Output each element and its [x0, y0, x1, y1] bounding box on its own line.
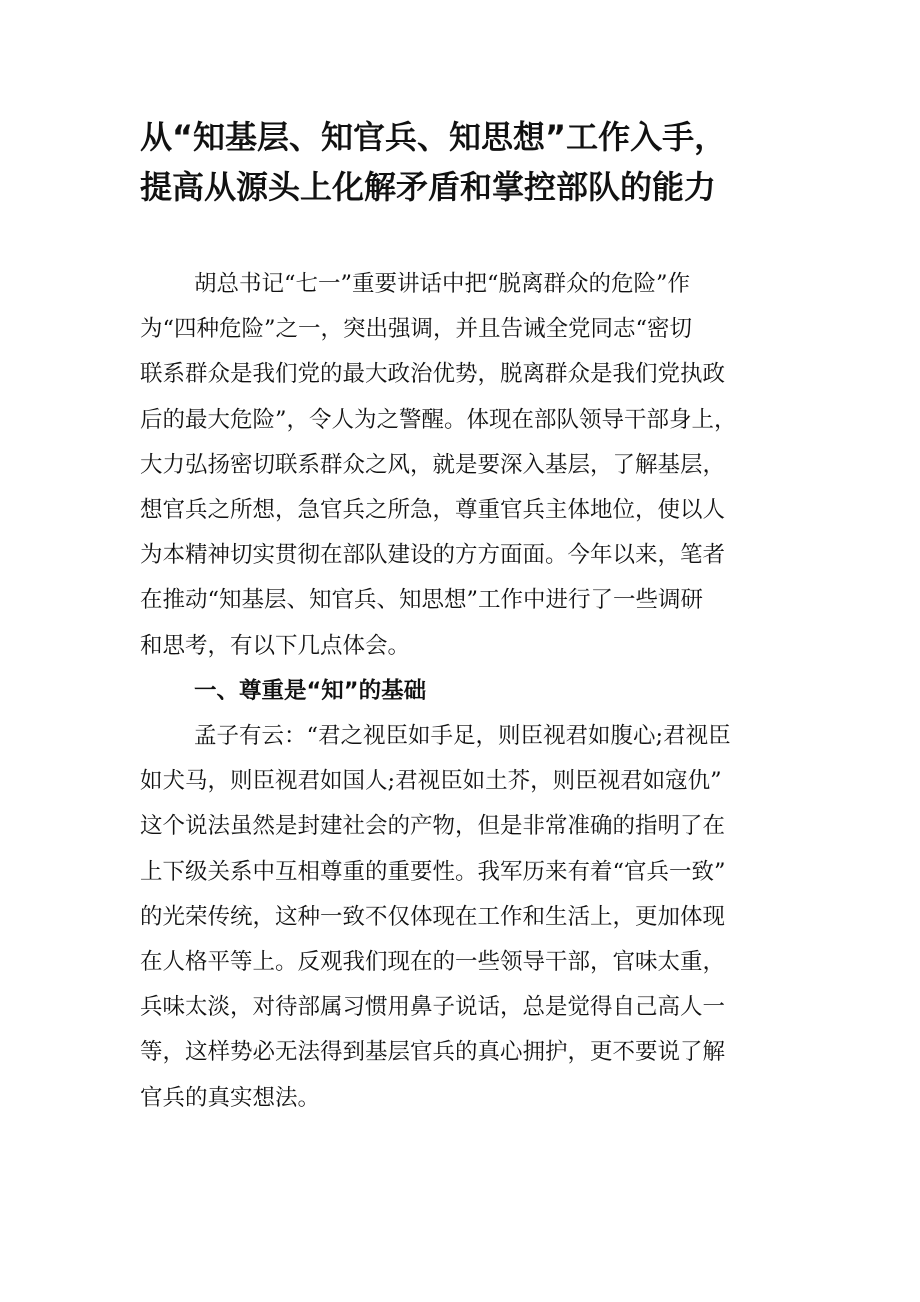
paragraph-line: 上下级关系中互相尊重的重要性。我军历来有着“官兵一致”	[140, 858, 726, 885]
paragraph-line: 官兵的真实想法。	[140, 1084, 321, 1111]
paragraph-line: 联系群众是我们党的最大政治优势，脱离群众是我们党执政	[140, 361, 726, 388]
paragraph-line: 孟子有云：“君之视臣如手足，则臣视君如腹心;君视臣	[194, 723, 731, 750]
paragraph-line: 大力弘扬密切联系群众之风，就是要深入基层，了解基层，	[140, 451, 726, 478]
paragraph-line: 在推动“知基层、知官兵、知思想”工作中进行了一些调研	[140, 587, 704, 614]
paragraph-line: 为“四种危险”之一，突出强调，并且告诫全党同志“密切	[140, 316, 693, 343]
paragraph-line: 如犬马，则臣视君如国人;君视臣如土芥，则臣视君如寇仇”	[140, 768, 722, 795]
paragraph-line: 和思考，有以下几点体会。	[140, 632, 411, 659]
paragraph-respect	[140, 714, 780, 1121]
paragraph-intro	[140, 262, 780, 669]
paragraph-line: 的光荣传统，这种一致不仅体现在工作和生活上，更加体现	[140, 903, 726, 930]
paragraph-line: 想官兵之所想，急官兵之所急，尊重官兵主体地位，使以人	[140, 497, 726, 524]
paragraph-line: 为本精神切实贯彻在部队建设的方方面面。今年以来，笔者	[140, 542, 726, 569]
paragraph-line: 等，这样势必无法得到基层官兵的真心拥护，更不要说了解	[140, 1039, 726, 1066]
document-body	[140, 262, 780, 1121]
section-heading: 一、尊重是“知”的基础	[194, 677, 427, 704]
paragraph-line: 胡总书记“七一”重要讲话中把“脱离群众的危险”作	[194, 271, 691, 297]
paragraph-line: 在人格平等上。反观我们现在的一些领导干部，官味太重，	[140, 949, 726, 976]
paragraph-line: 后的最大危险”，令人为之警醒。体现在部队领导干部身上，	[140, 406, 737, 433]
paragraph-line: 兵味太淡，对待部属习惯用鼻子说话，总是觉得自己高人一	[140, 994, 726, 1021]
document-title	[140, 112, 820, 212]
title-line: 从“知基层、知官兵、知思想”工作入手，	[140, 118, 727, 156]
title-line: 提高从源头上化解矛盾和掌控部队的能力	[140, 168, 717, 206]
paragraph-line: 这个说法虽然是封建社会的产物，但是非常准确的指明了在	[140, 813, 726, 840]
